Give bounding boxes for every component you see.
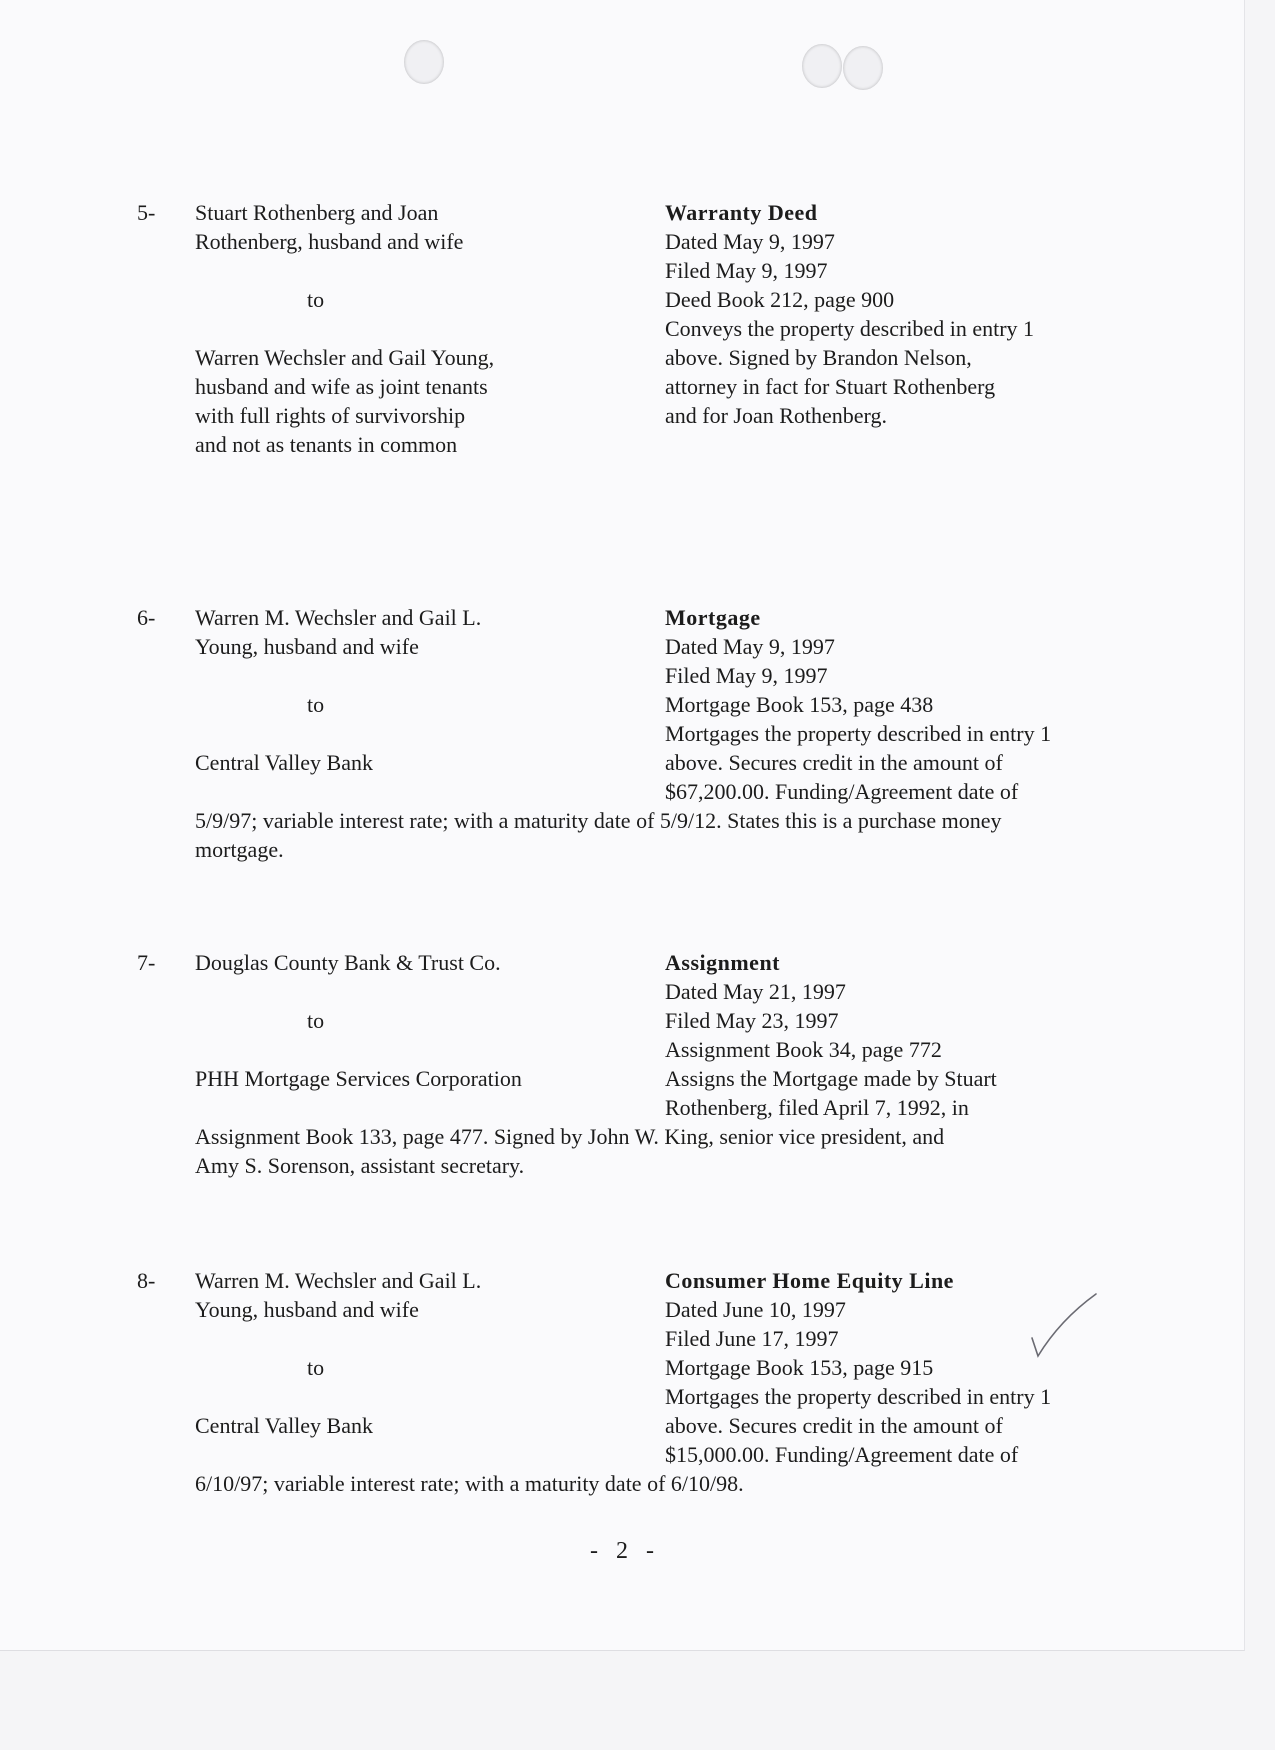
detail-line: Mortgage Book 153, page 438 (665, 692, 934, 717)
detail-line: Conveys the property described in entry 1 (665, 316, 1035, 341)
detail-line: Dated June 10, 1997 (665, 1297, 846, 1322)
detail-line: Mortgages the property described in entry 1 (665, 721, 1052, 746)
grantee-line: and not as tenants in common (195, 432, 458, 457)
continuation-line: Amy S. Sorenson, assistant secretary. (195, 1153, 525, 1178)
instrument-details (665, 603, 1115, 806)
grantor-line: Warren M. Wechsler and Gail L. (195, 605, 482, 630)
grantee-line: with full rights of survivorship (195, 403, 466, 428)
instrument-heading: Warranty Deed (665, 200, 818, 225)
to-label: to (307, 287, 325, 312)
grantee-line: husband and wife as joint tenants (195, 374, 488, 399)
continuation-text (195, 806, 1125, 864)
detail-line: above. Secures credit in the amount of (665, 1413, 1003, 1438)
detail-line: Dated May 9, 1997 (665, 634, 835, 659)
instrument-heading: Consumer Home Equity Line (665, 1268, 954, 1293)
detail-line: attorney in fact for Stuart Rothenberg (665, 374, 996, 399)
continuation-line: mortgage. (195, 837, 284, 862)
grantor-line: Douglas County Bank & Trust Co. (195, 950, 501, 975)
grantor-grantee (195, 1266, 615, 1440)
detail-line: and for Joan Rothenberg. (665, 403, 887, 428)
grantee-line: Central Valley Bank (195, 1413, 373, 1438)
detail-line: Mortgage Book 153, page 915 (665, 1355, 934, 1380)
continuation-line: 6/10/97; variable interest rate; with a maturity date of 6/10/98. (195, 1471, 744, 1496)
detail-line: Deed Book 212, page 900 (665, 287, 895, 312)
detail-line: Filed May 9, 1997 (665, 663, 828, 688)
detail-line: Filed May 9, 1997 (665, 258, 828, 283)
entry-number: 8- (137, 1268, 156, 1293)
to-label: to (307, 692, 325, 717)
entry-number: 6- (137, 605, 156, 630)
grantor-line: Young, husband and wife (195, 1297, 419, 1322)
punch-hole (404, 40, 444, 84)
grantor-line: Rothenberg, husband and wife (195, 229, 464, 254)
grantor-line: Stuart Rothenberg and Joan (195, 200, 439, 225)
grantee-line: Warren Wechsler and Gail Young, (195, 345, 495, 370)
grantor-line: Warren M. Wechsler and Gail L. (195, 1268, 482, 1293)
continuation-text (195, 1469, 1125, 1498)
detail-line: Dated May 9, 1997 (665, 229, 835, 254)
punch-hole (843, 46, 883, 90)
continuation-line: 5/9/97; variable interest rate; with a maturity date of 5/9/12. States this is a purchase money (195, 808, 1002, 833)
detail-line: Assigns the Mortgage made by Stuart (665, 1066, 997, 1091)
entry-number: 7- (137, 950, 156, 975)
instrument-details (665, 198, 1115, 430)
detail-line: above. Secures credit in the amount of (665, 750, 1003, 775)
detail-line: above. Signed by Brandon Nelson, (665, 345, 972, 370)
grantee-line: PHH Mortgage Services Corporation (195, 1066, 522, 1091)
continuation-line: Assignment Book 133, page 477. Signed by John W. King, senior vice president, and (195, 1124, 945, 1149)
grantor-line: Young, husband and wife (195, 634, 419, 659)
detail-line: Rothenberg, filed April 7, 1992, in (665, 1095, 969, 1120)
detail-line: Filed May 23, 1997 (665, 1008, 839, 1033)
handwritten-check-mark-icon (1020, 1290, 1100, 1360)
detail-line: Filed June 17, 1997 (665, 1326, 839, 1351)
to-label: to (307, 1008, 325, 1033)
page-number: - 2 - (590, 1538, 660, 1564)
grantor-grantee (195, 198, 615, 459)
grantee-line: Central Valley Bank (195, 750, 373, 775)
punch-hole (802, 44, 842, 88)
entry-number: 5- (137, 200, 156, 225)
instrument-heading: Assignment (665, 950, 781, 975)
detail-line: Assignment Book 34, page 772 (665, 1037, 942, 1062)
instrument-details (665, 948, 1115, 1122)
grantor-grantee (195, 603, 615, 777)
detail-line: $15,000.00. Funding/Agreement date of (665, 1442, 1019, 1467)
to-label: to (307, 1355, 325, 1380)
grantor-grantee (195, 948, 615, 1093)
detail-line: Dated May 21, 1997 (665, 979, 846, 1004)
continuation-text (195, 1122, 1125, 1180)
instrument-heading: Mortgage (665, 605, 761, 630)
detail-line: Mortgages the property described in entry 1 (665, 1384, 1052, 1409)
detail-line: $67,200.00. Funding/Agreement date of (665, 779, 1019, 804)
